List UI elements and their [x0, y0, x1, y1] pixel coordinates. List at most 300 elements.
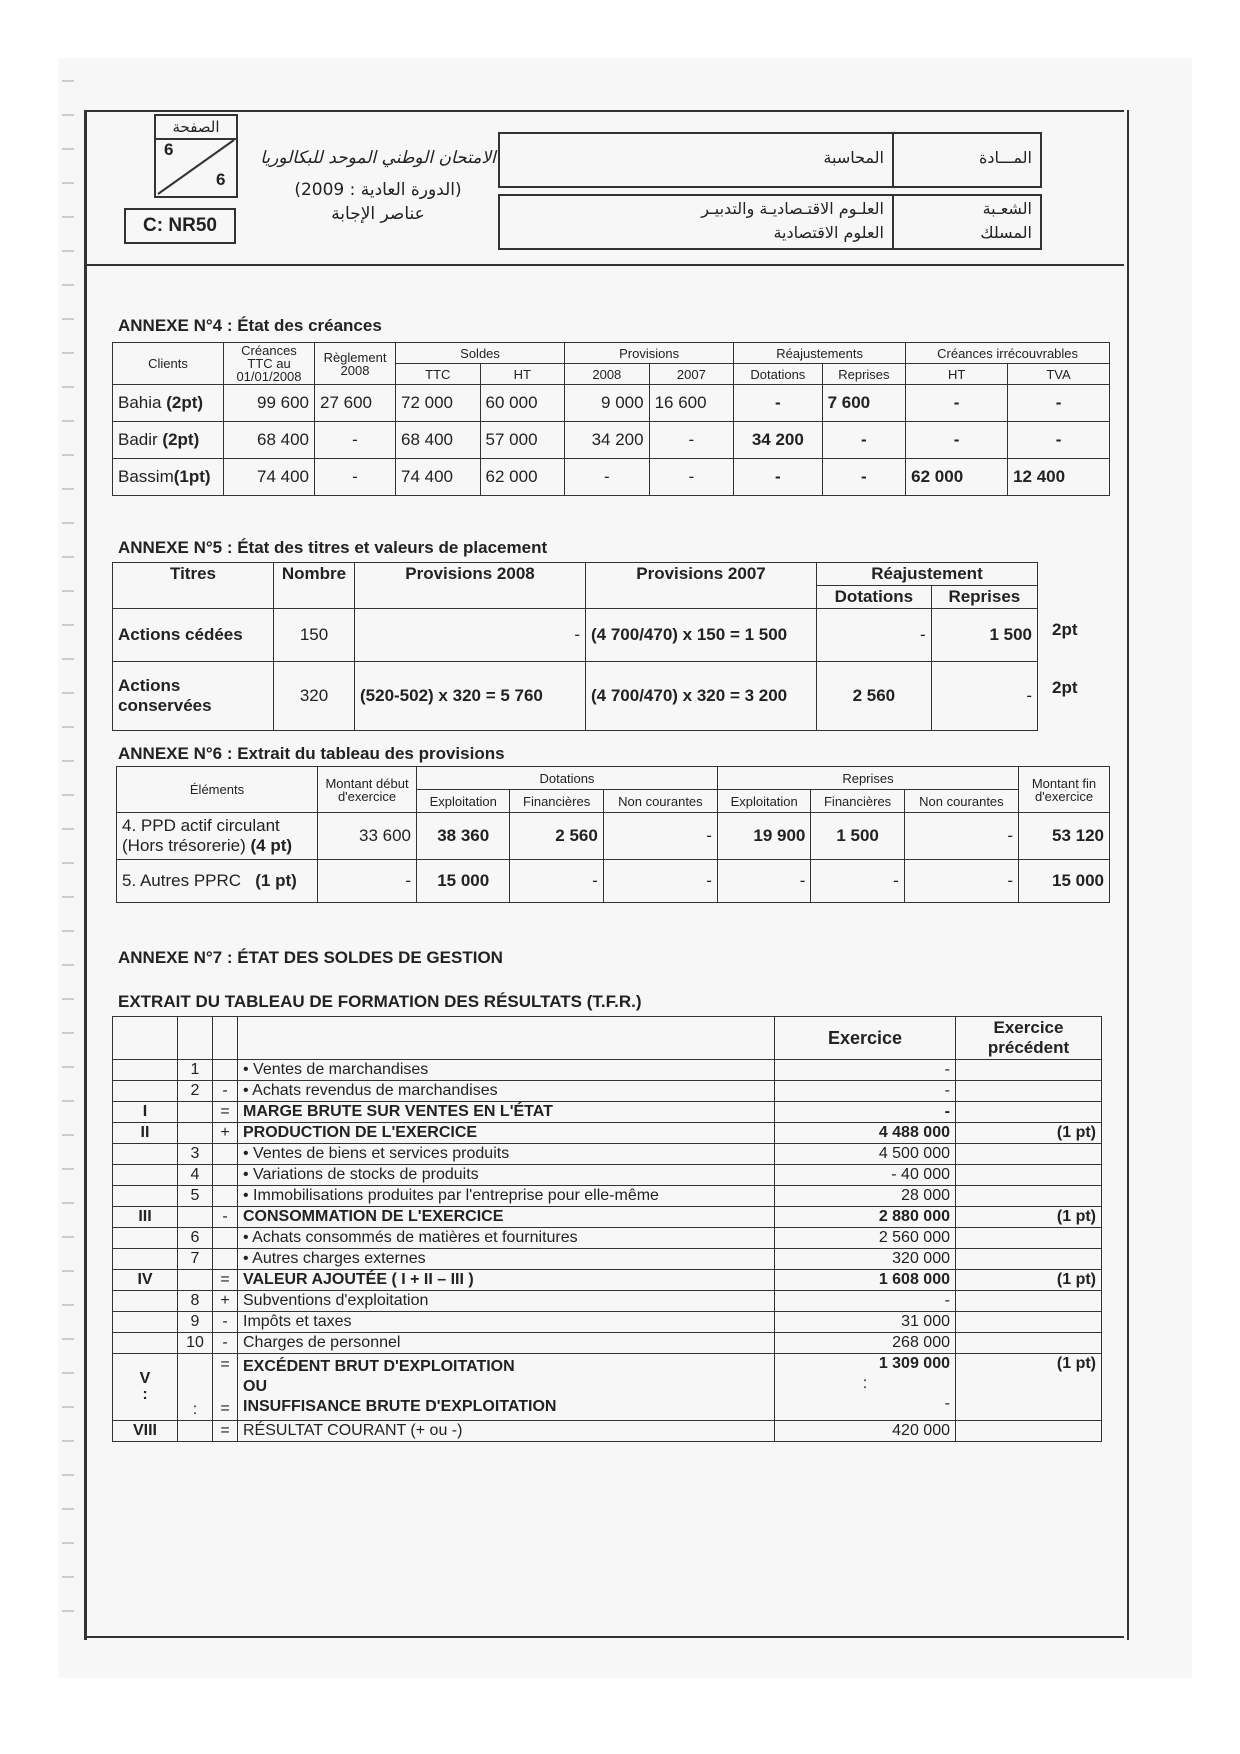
tfr-exercice: 2 880 000 [775, 1207, 956, 1228]
cell: 15 000 [417, 860, 510, 903]
cell: 62 000 [906, 459, 1008, 496]
col-2008: 2008 [565, 364, 650, 385]
tfr-row [113, 1333, 1102, 1354]
binding-mark [62, 1474, 74, 1476]
binding-mark [62, 1032, 74, 1034]
binding-mark [62, 896, 74, 898]
col-nombre: Nombre [274, 563, 355, 609]
tfr-sign: = [213, 1421, 238, 1442]
col-elements: Éléments [117, 767, 318, 813]
binding-mark [62, 828, 74, 830]
tfr-sign [213, 1354, 238, 1421]
tfr-num: 8 [178, 1291, 213, 1312]
roman-v: V [139, 1370, 151, 1387]
ebe-dots: : [862, 1375, 868, 1392]
tfr-table [112, 1016, 1102, 1442]
page-number: 6 [164, 140, 174, 159]
sign-1: = [220, 1356, 230, 1373]
col-r-financieres: Financières [811, 790, 904, 813]
page-label: الصفحة [156, 116, 236, 140]
col-reglement: Règlement 2008 [315, 343, 396, 385]
tfr-exercice: 420 000 [775, 1421, 956, 1442]
sign-2: = [220, 1400, 230, 1417]
col-reprises: Reprises [717, 767, 1018, 790]
tfr-label [238, 1354, 775, 1421]
binding-mark [62, 1338, 74, 1340]
tfr-row [113, 1312, 1102, 1333]
cell: - [904, 860, 1018, 903]
tfr-row [113, 1102, 1102, 1123]
table-row [117, 813, 1110, 860]
cell: - [1008, 385, 1110, 422]
binding-mark [62, 624, 74, 626]
table-row [113, 609, 1038, 662]
tfr-num [178, 1102, 213, 1123]
cell: 16 600 [649, 385, 734, 422]
annexe6-title: ANNEXE N°6 : Extrait du tableau des provisions [118, 744, 505, 763]
binding-mark [62, 1610, 74, 1612]
tfr-exercice: - [775, 1060, 956, 1081]
col-irrecouvrables: Créances irrécouvrables [906, 343, 1110, 364]
tfr-label: • Ventes de biens et services produits [238, 1144, 775, 1165]
table-row [113, 459, 1110, 496]
col-ht: HT [480, 364, 565, 385]
binding-mark [62, 794, 74, 796]
col-prov2007: Provisions 2007 [586, 563, 817, 609]
binding-mark [62, 386, 74, 388]
tfr-prec: (1 pt) [956, 1354, 1102, 1421]
header-bottom-rule [84, 264, 1124, 266]
tfr-roman [113, 1312, 178, 1333]
col-d-exploitation: Exploitation [417, 790, 510, 813]
tfr-label: • Achats revendus de marchandises [238, 1081, 775, 1102]
table-row [113, 662, 1038, 731]
binding-mark [62, 726, 74, 728]
col-reprises: Reprises [822, 364, 906, 385]
points: (1 pt) [255, 871, 297, 890]
annexe4-title: ANNEXE N°4 : État des créances [118, 316, 382, 335]
binding-mark [62, 1236, 74, 1238]
cell: - [717, 860, 810, 903]
cell: 34 200 [734, 422, 822, 459]
client-name: Bahia [118, 393, 162, 412]
cell: - [906, 385, 1008, 422]
col-soldes: Soldes [396, 343, 565, 364]
tfr-num: 1 [178, 1060, 213, 1081]
cell: - [906, 422, 1008, 459]
points-label: 2pt [1052, 620, 1078, 639]
tfr-prec: (1 pt) [956, 1207, 1102, 1228]
col-dotations: Dotations [817, 586, 932, 609]
tfr-num: 9 [178, 1312, 213, 1333]
branch-label: الشعـبة [982, 199, 1032, 218]
binding-mark [62, 998, 74, 1000]
tfr-roman [113, 1354, 178, 1421]
points: (2pt) [162, 430, 200, 449]
binding-mark [62, 352, 74, 354]
binding-mark [62, 1270, 74, 1272]
cell: (4 700/470) x 150 = 1 500 [586, 609, 817, 662]
cell: 2 560 [817, 662, 932, 731]
cell: Actions cédées [113, 609, 274, 662]
cell: 38 360 [417, 813, 510, 860]
cell: - [1008, 422, 1110, 459]
tfr-row-last [113, 1421, 1102, 1442]
tfr-roman [113, 1333, 178, 1354]
cell: 2 560 [510, 813, 603, 860]
tfr-roman [113, 1081, 178, 1102]
element-label: 5. Autres PPRC [122, 871, 242, 890]
annexe7-subtitle: EXTRAIT DU TABLEAU DE FORMATION DES RÉSULTATS (T.F.R.) [118, 992, 642, 1011]
tfr-roman [113, 1228, 178, 1249]
ebe-line1: EXCÉDENT BRUT D'EXPLOITATION [243, 1358, 515, 1375]
tfr-exercice: - [775, 1102, 956, 1123]
cell: 12 400 [1008, 459, 1110, 496]
cell: - [565, 459, 650, 496]
page-total: 6 [216, 170, 226, 189]
tfr-num: 7 [178, 1249, 213, 1270]
tfr-roman [113, 1291, 178, 1312]
points-label: 2pt [1052, 678, 1078, 697]
tfr-num [178, 1270, 213, 1291]
branch-value-box [498, 194, 894, 250]
tfr-sign [213, 1249, 238, 1270]
col-montant-fin: Montant fin d'exercice [1019, 767, 1110, 813]
col-dotations: Dotations [417, 767, 718, 790]
tfr-sign: - [213, 1333, 238, 1354]
page-bottom-rule [84, 1636, 1124, 1638]
table-row [113, 422, 1110, 459]
ebe-dash: - [944, 1395, 950, 1412]
tfr-row [113, 1228, 1102, 1249]
col-2007: 2007 [649, 364, 734, 385]
binding-mark [62, 1100, 74, 1102]
tfr-label: • Variations de stocks de produits [238, 1165, 775, 1186]
cell: - [315, 422, 396, 459]
binding-mark [62, 1168, 74, 1170]
tfr-label: • Autres charges externes [238, 1249, 775, 1270]
tfr-prec [956, 1102, 1102, 1123]
tfr-exercice: 4 488 000 [775, 1123, 956, 1144]
cell: 27 600 [315, 385, 396, 422]
binding-mark [62, 862, 74, 864]
tfr-prec [956, 1144, 1102, 1165]
cell: 72 000 [396, 385, 481, 422]
binding-mark [62, 114, 74, 116]
tfr-exercice: - [775, 1081, 956, 1102]
binding-mark [62, 1576, 74, 1578]
points: (2pt) [166, 393, 204, 412]
cell: - [904, 813, 1018, 860]
tfr-label: VALEUR AJOUTÉE ( I + II – III ) [238, 1270, 775, 1291]
cell: - [931, 662, 1037, 731]
tfr-roman: I [113, 1102, 178, 1123]
cell: 1 500 [811, 813, 904, 860]
exam-answers: عناصر الإجابة [331, 204, 425, 224]
tfr-roman [113, 1186, 178, 1207]
cell: 74 400 [224, 459, 315, 496]
cell: - [649, 459, 734, 496]
col-exercice-precedent: Exercice précédent [956, 1017, 1102, 1060]
binding-mark [62, 658, 74, 660]
cell: 57 000 [480, 422, 565, 459]
annexe6-table [116, 766, 1110, 903]
cell: 33 600 [318, 813, 417, 860]
cell: (520-502) x 320 = 5 760 [355, 662, 586, 731]
tfr-prec: (1 pt) [956, 1270, 1102, 1291]
cell: - [510, 860, 603, 903]
col-irr-tva: TVA [1008, 364, 1110, 385]
tfr-num [178, 1421, 213, 1442]
branch-value: العلـوم الاقتـصاديـة والتدبيـر [701, 199, 884, 218]
binding-mark [62, 760, 74, 762]
tfr-row [113, 1123, 1102, 1144]
tfr-exercice: 320 000 [775, 1249, 956, 1270]
cell: - [315, 459, 396, 496]
col-reprises: Reprises [931, 586, 1037, 609]
tfr-prec [956, 1312, 1102, 1333]
tfr-exercice: 28 000 [775, 1186, 956, 1207]
col-exercice: Exercice [775, 1017, 956, 1060]
tfr-prec [956, 1249, 1102, 1270]
tfr-roman [113, 1165, 178, 1186]
binding-mark [62, 1508, 74, 1510]
tfr-sign: = [213, 1102, 238, 1123]
cell: - [811, 860, 904, 903]
page-number-box [154, 114, 238, 198]
tfr-label: PRODUCTION DE L'EXERCICE [238, 1123, 775, 1144]
tfr-exercice: - [775, 1291, 956, 1312]
tfr-roman: III [113, 1207, 178, 1228]
tfr-sign [213, 1060, 238, 1081]
tfr-prec [956, 1165, 1102, 1186]
binding-mark [62, 522, 74, 524]
tfr-num: 2 [178, 1081, 213, 1102]
binding-mark [62, 250, 74, 252]
points: (1pt) [173, 467, 211, 486]
binding-mark [62, 590, 74, 592]
col-creances: Créances TTC au 01/01/2008 [224, 343, 315, 385]
tfr-roman: II [113, 1123, 178, 1144]
tfr-sign: = [213, 1270, 238, 1291]
tfr-label: Charges de personnel [238, 1333, 775, 1354]
tfr-exercice: 268 000 [775, 1333, 956, 1354]
binding-mark [62, 1202, 74, 1204]
cell: 34 200 [565, 422, 650, 459]
cell: 7 600 [822, 385, 906, 422]
tfr-num: 3 [178, 1144, 213, 1165]
tfr-sign [213, 1186, 238, 1207]
tfr-sign [213, 1144, 238, 1165]
cell: - [355, 609, 586, 662]
tfr-exercice [775, 1354, 956, 1421]
tfr-num: 5 [178, 1186, 213, 1207]
tfr-num: 10 [178, 1333, 213, 1354]
tfr-label: RÉSULTAT COURANT (+ ou -) [238, 1421, 775, 1442]
annexe7-title: ANNEXE N°7 : ÉTAT DES SOLDES DE GESTION [118, 948, 503, 967]
cell: - [817, 609, 932, 662]
cell: - [822, 459, 906, 496]
cell: 1 500 [931, 609, 1037, 662]
cell: 99 600 [224, 385, 315, 422]
tfr-label: • Immobilisations produites par l'entreprise pour elle-même [238, 1186, 775, 1207]
col-montant-debut: Montant début d'exercice [318, 767, 417, 813]
col-reajustements: Réajustements [734, 343, 906, 364]
tfr-roman [113, 1144, 178, 1165]
subject-value-box [498, 132, 894, 188]
tfr-row [113, 1249, 1102, 1270]
col-reajustement: Réajustement [817, 563, 1038, 586]
tfr-roman [113, 1249, 178, 1270]
track-label: المسلك [980, 223, 1032, 242]
table-row [113, 385, 1110, 422]
col-provisions: Provisions [565, 343, 734, 364]
tfr-sign: - [213, 1207, 238, 1228]
tfr-row [113, 1270, 1102, 1291]
binding-mark [62, 488, 74, 490]
tfr-row [113, 1186, 1102, 1207]
annexe5-table [112, 562, 1038, 731]
tfr-row [113, 1144, 1102, 1165]
exam-session: (الدورة العادية : 2009) [294, 180, 462, 200]
tfr-exercice: 2 560 000 [775, 1228, 956, 1249]
tfr-sign [213, 1228, 238, 1249]
element-label: 4. PPD actif circulant (Hors trésorerie) [122, 816, 280, 855]
exam-title: الامتحان الوطني الموحد للبكالوريا [260, 148, 496, 168]
cell: 74 400 [396, 459, 481, 496]
tfr-prec [956, 1421, 1102, 1442]
cell: 53 120 [1019, 813, 1110, 860]
cell: 15 000 [1019, 860, 1110, 903]
table-row [117, 860, 1110, 903]
tfr-num: 6 [178, 1228, 213, 1249]
tfr-sign: - [213, 1081, 238, 1102]
col-titres: Titres [113, 563, 274, 609]
header-top-rule [84, 110, 1124, 112]
tfr-num [178, 1123, 213, 1144]
tfr-label: Subventions d'exploitation [238, 1291, 775, 1312]
binding-mark [62, 964, 74, 966]
tfr-label: • Achats consommés de matières et fournitures [238, 1228, 775, 1249]
tfr-label: MARGE BRUTE SUR VENTES EN L'ÉTAT [238, 1102, 775, 1123]
cell: 320 [274, 662, 355, 731]
tfr-row [113, 1081, 1102, 1102]
col-clients: Clients [113, 343, 224, 385]
subject-label: المـــادة [978, 148, 1032, 167]
tfr-prec [956, 1228, 1102, 1249]
client-name: Bassim [118, 467, 174, 486]
tfr-num [178, 1207, 213, 1228]
tfr-roman: IV [113, 1270, 178, 1291]
tfr-prec: (1 pt) [956, 1123, 1102, 1144]
binding-mark [62, 1372, 74, 1374]
binding-mark [62, 80, 74, 82]
binding-mark [62, 318, 74, 320]
cell: - [603, 860, 717, 903]
tfr-num: : [178, 1354, 213, 1421]
exam-code: C: NR50 [124, 208, 236, 244]
tfr-prec [956, 1186, 1102, 1207]
cell: - [822, 422, 906, 459]
tfr-label: Impôts et taxes [238, 1312, 775, 1333]
tfr-row [113, 1060, 1102, 1081]
tfr-roman [113, 1060, 178, 1081]
cell: - [318, 860, 417, 903]
tfr-label: CONSOMMATION DE L'EXERCICE [238, 1207, 775, 1228]
cell: - [649, 422, 734, 459]
binding-mark [62, 420, 74, 422]
ebe-line3: INSUFFISANCE BRUTE D'EXPLOITATION [243, 1398, 557, 1415]
tfr-prec [956, 1333, 1102, 1354]
col-d-financieres: Financières [510, 790, 603, 813]
binding-mark [62, 182, 74, 184]
cell: 68 400 [224, 422, 315, 459]
points: (4 pt) [250, 836, 293, 855]
tfr-sign: + [213, 1291, 238, 1312]
cell: - [603, 813, 717, 860]
tfr-row [113, 1207, 1102, 1228]
tfr-exercice: 31 000 [775, 1312, 956, 1333]
ebe-value: 1 309 000 [878, 1355, 950, 1372]
col-prov2008: Provisions 2008 [355, 563, 586, 609]
binding-mark [62, 1542, 74, 1544]
cell: 68 400 [396, 422, 481, 459]
subject-value: المحاسبة [823, 148, 884, 167]
tfr-row [113, 1291, 1102, 1312]
col-dotations: Dotations [734, 364, 822, 385]
binding-mark [62, 692, 74, 694]
tfr-row-ebe [113, 1354, 1102, 1421]
branch-label-box [890, 194, 1042, 250]
roman-dots: : [142, 1386, 148, 1403]
track-value: العلوم الاقتصادية [773, 223, 884, 242]
cell: 62 000 [480, 459, 565, 496]
tfr-num: 4 [178, 1165, 213, 1186]
binding-mark [62, 1406, 74, 1408]
tfr-exercice: - 40 000 [775, 1165, 956, 1186]
binding-mark [62, 284, 74, 286]
ebe-line2: OU [243, 1378, 267, 1395]
binding-marks [62, 80, 76, 1680]
binding-mark [62, 148, 74, 150]
tfr-label: • Ventes de marchandises [238, 1060, 775, 1081]
tfr-prec [956, 1060, 1102, 1081]
binding-mark [62, 454, 74, 456]
col-r-exploitation: Exploitation [717, 790, 810, 813]
cell: 60 000 [480, 385, 565, 422]
cell: - [734, 385, 822, 422]
col-irr-ht: HT [906, 364, 1008, 385]
col-r-non-courantes: Non courantes [904, 790, 1018, 813]
annexe4-table [112, 342, 1110, 496]
binding-mark [62, 1066, 74, 1068]
client-name: Badir [118, 430, 158, 449]
tfr-exercice: 1 608 000 [775, 1270, 956, 1291]
col-ttc: TTC [396, 364, 481, 385]
binding-mark [62, 216, 74, 218]
tfr-sign: - [213, 1312, 238, 1333]
cell: 150 [274, 609, 355, 662]
cell: - [734, 459, 822, 496]
cell: 9 000 [565, 385, 650, 422]
cell: 19 900 [717, 813, 810, 860]
tfr-row [113, 1165, 1102, 1186]
binding-mark [62, 1440, 74, 1442]
subject-label-box [890, 132, 1042, 188]
binding-mark [62, 1134, 74, 1136]
tfr-exercice: 4 500 000 [775, 1144, 956, 1165]
tfr-sign: + [213, 1123, 238, 1144]
